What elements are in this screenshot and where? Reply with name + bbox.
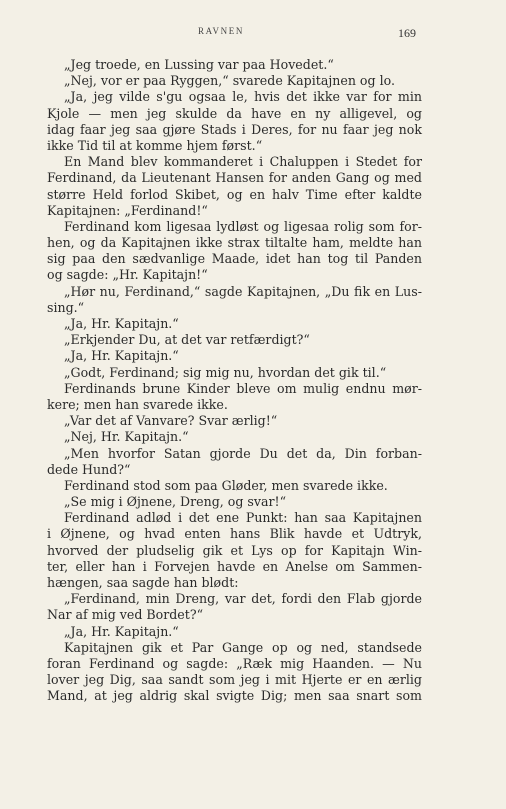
text-line: „Men hvorfor Satan gjorde Du det da, Din forban- (64, 445, 422, 461)
text-line: Mand, at jeg aldrig skal svigte Dig; men saa snart som (47, 688, 422, 704)
text-line: ikke Tid til at komme hjem først.“ (47, 137, 263, 153)
text-line: „Ja, Hr. Kapitajn.“ (64, 316, 179, 331)
body-text (47, 57, 422, 705)
text-line: „Ja, Hr. Kapitajn.“ (64, 623, 179, 639)
text-line: Kapitajnen: „Ferdinand!“ (47, 202, 208, 218)
text-line: og sagde: „Hr. Kapitajn!“ (47, 267, 208, 283)
page-header (0, 26, 506, 40)
text-line: Kjole — men jeg skulde da have en ny alligevel, og (47, 105, 422, 121)
text-line: hvorved der pludselig gik et Lys op for Kapitajn Win- (47, 542, 422, 558)
text-line: „Ferdinand, min Dreng, var det, fordi den Flab gjorde (64, 591, 422, 607)
text-line: En Mand blev kommanderet i Chaluppen i Stedet for (64, 154, 422, 170)
text-line: sing.“ (47, 299, 85, 315)
text-line: „Ja, Hr. Kapitajn.“ (64, 348, 179, 364)
text-line: idag faar jeg saa gjøre Stads i Deres, for nu faar jeg nok (47, 121, 422, 137)
text-line: „Jeg troede, en Lussing var paa Hovedet.“ (64, 57, 334, 72)
text-line: i Øjnene, og hvad enten hans Blik havde et Udtryk, (47, 526, 422, 542)
text-line: dede Hund?“ (47, 461, 131, 477)
text-line: „Var det af Vanvare? Svar ærlig!“ (64, 413, 278, 429)
text-line: Ferdinand, da Lieutenant Hansen for anden Gang og med (47, 170, 422, 186)
text-line: „Se mig i Øjnene, Dreng, og svar!“ (64, 494, 287, 510)
text-line: foran Ferdinand og sagde: „Ræk mig Haanden. — Nu (47, 655, 422, 671)
text-line: større Held forlod Skibet, og en halv Time efter kaldte (47, 186, 422, 202)
text-line: „Godt, Ferdinand; sig mig nu, hvordan det gik til.“ (64, 364, 387, 380)
text-line: kere; men han svarede ikke. (47, 396, 228, 412)
text-line: „Hør nu, Ferdinand,“ sagde Kapitajnen, „Du fik en Lus- (64, 283, 422, 299)
text-line: lover jeg Dig, saa sandt som jeg i mit Hjerte er en ærlig (47, 672, 422, 688)
text-line: Ferdinand kom ligesaa lydløst og ligesaa rolig som for- (64, 218, 422, 234)
text-line: „Nej, vor er paa Ryggen,“ svarede Kapitajnen og lo. (64, 73, 395, 89)
text-line: Ferdinands brune Kinder bleve om mulig endnu mør- (64, 380, 422, 396)
page-number: 169 (398, 26, 416, 40)
running-title: RAVNEN (198, 26, 244, 36)
text-line: hængen, saa sagde han blødt: (47, 575, 239, 590)
text-line: sig paa den sædvanlige Maade, idet han tog til Panden (47, 251, 422, 267)
text-line: hen, og da Kapitajnen ikke strax tiltalte ham, meldte han (47, 235, 422, 251)
text-line: ter, eller han i Forvejen havde en Anelse om Sammen- (47, 558, 422, 574)
text-line: „Ja, jeg vilde s'gu ogsaa le, hvis det ikke var for min (64, 89, 422, 105)
text-line: Ferdinand stod som paa Gløder, men svarede ikke. (64, 477, 388, 493)
text-line: „Erkjender Du, at det var retfærdigt?“ (64, 332, 310, 348)
text-line: Ferdinand adlød i det ene Punkt: han saa Kapitajnen (64, 510, 422, 526)
text-line: „Nej, Hr. Kapitajn.“ (64, 429, 189, 445)
text-line: Nar af mig ved Bordet?“ (47, 607, 204, 623)
text-line: Kapitajnen gik et Par Gange op og ned, standsede (64, 639, 422, 655)
